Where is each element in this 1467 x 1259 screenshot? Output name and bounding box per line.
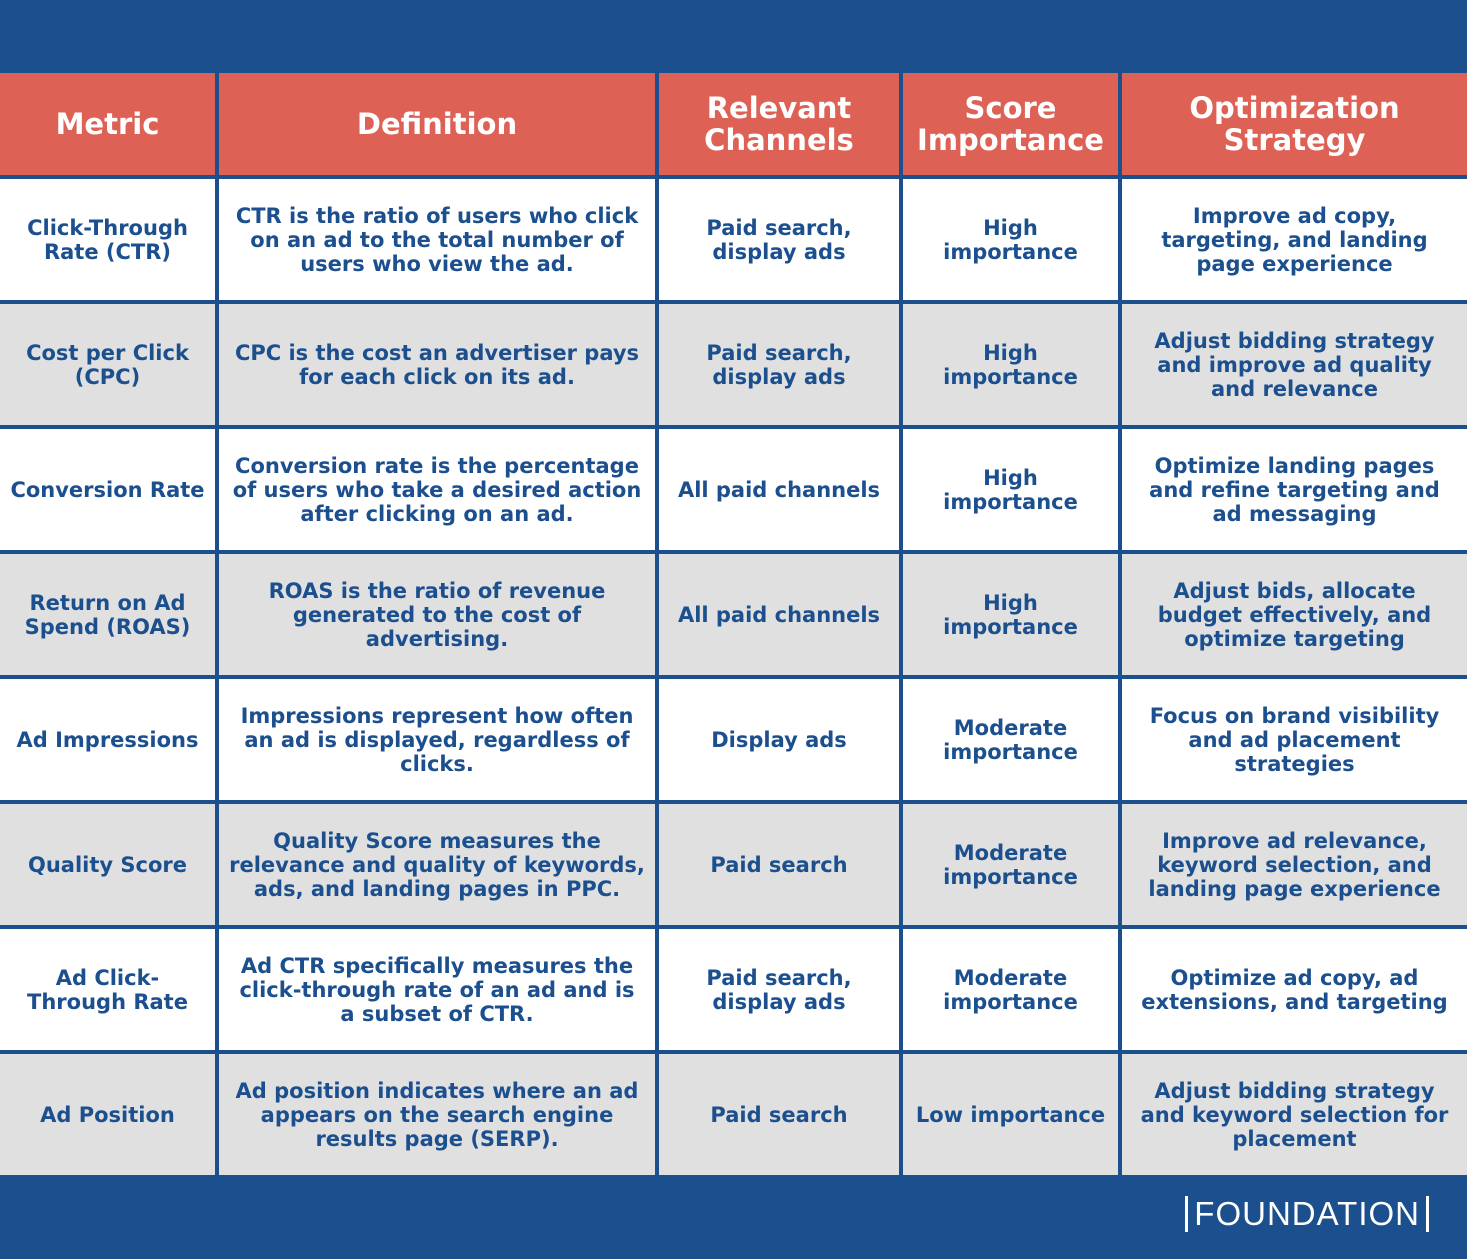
table-row [0,1052,1467,1177]
cell-metric: Ad Click-Through Rate [0,927,217,1052]
cell-strategy: Adjust bidding strategy and improve ad quality and relevance [1120,302,1467,427]
cell-metric: Quality Score [0,802,217,927]
table-row [0,927,1467,1052]
cell-importance: Moderate importance [901,927,1120,1052]
cell-strategy: Focus on brand visibility and ad placement strategies [1120,677,1467,802]
cell-definition: Conversion rate is the percentage of users who take a desired action after clicking on an ad. [217,427,657,552]
top-banner [0,0,1467,73]
table-row [0,802,1467,927]
cell-strategy: Improve ad relevance, keyword selection, and landing page experience [1120,802,1467,927]
cell-channels: All paid channels [657,427,901,552]
cell-channels: Paid search, display ads [657,177,901,302]
cell-definition: CTR is the ratio of users who click on an ad to the total number of users who view the ad. [217,177,657,302]
table-row [0,552,1467,677]
table-row [0,427,1467,552]
cell-metric: Ad Position [0,1052,217,1177]
cell-metric: Return on Ad Spend (ROAS) [0,552,217,677]
cell-metric: Conversion Rate [0,427,217,552]
cell-importance: Moderate importance [901,802,1120,927]
cell-strategy: Improve ad copy, targeting, and landing page experience [1120,177,1467,302]
cell-strategy: Adjust bidding strategy and keyword selection for placement [1120,1052,1467,1177]
header-metric: Metric [0,73,217,177]
table-row [0,177,1467,302]
cell-channels: Display ads [657,677,901,802]
header-score-importance: Score Importance [901,73,1120,177]
cell-metric: Click-Through Rate (CTR) [0,177,217,302]
cell-strategy: Adjust bids, allocate budget effectively, and optimize targeting [1120,552,1467,677]
cell-importance: High importance [901,427,1120,552]
cell-strategy: Optimize ad copy, ad extensions, and targeting [1120,927,1467,1052]
cell-channels: Paid search [657,802,901,927]
metrics-table [0,73,1467,1179]
cell-metric: Ad Impressions [0,677,217,802]
cell-definition: ROAS is the ratio of revenue generated to the cost of advertising. [217,552,657,677]
cell-importance: Moderate importance [901,677,1120,802]
header-optimization-strategy: Optimization Strategy [1120,73,1467,177]
table-row [0,302,1467,427]
cell-definition: Ad CTR specifically measures the click-through rate of an ad and is a subset of CTR. [217,927,657,1052]
table-row [0,677,1467,802]
header-definition: Definition [217,73,657,177]
cell-definition: Ad position indicates where an ad appears on the search engine results page (SERP). [217,1052,657,1177]
cell-importance: High importance [901,552,1120,677]
cell-definition: Quality Score measures the relevance and quality of keywords, ads, and landing pages in PPC. [217,802,657,927]
foundation-logo: FOUNDATION [1185,1196,1429,1232]
table-header-row [0,73,1467,177]
cell-definition: CPC is the cost an advertiser pays for each click on its ad. [217,302,657,427]
cell-channels: Paid search [657,1052,901,1177]
cell-importance: High importance [901,302,1120,427]
cell-metric: Cost per Click (CPC) [0,302,217,427]
cell-importance: Low importance [901,1052,1120,1177]
header-relevant-channels: Relevant Channels [657,73,901,177]
cell-importance: High importance [901,177,1120,302]
cell-channels: All paid channels [657,552,901,677]
cell-definition: Impressions represent how often an ad is displayed, regardless of clicks. [217,677,657,802]
cell-channels: Paid search, display ads [657,927,901,1052]
cell-channels: Paid search, display ads [657,302,901,427]
cell-strategy: Optimize landing pages and refine targeting and ad messaging [1120,427,1467,552]
